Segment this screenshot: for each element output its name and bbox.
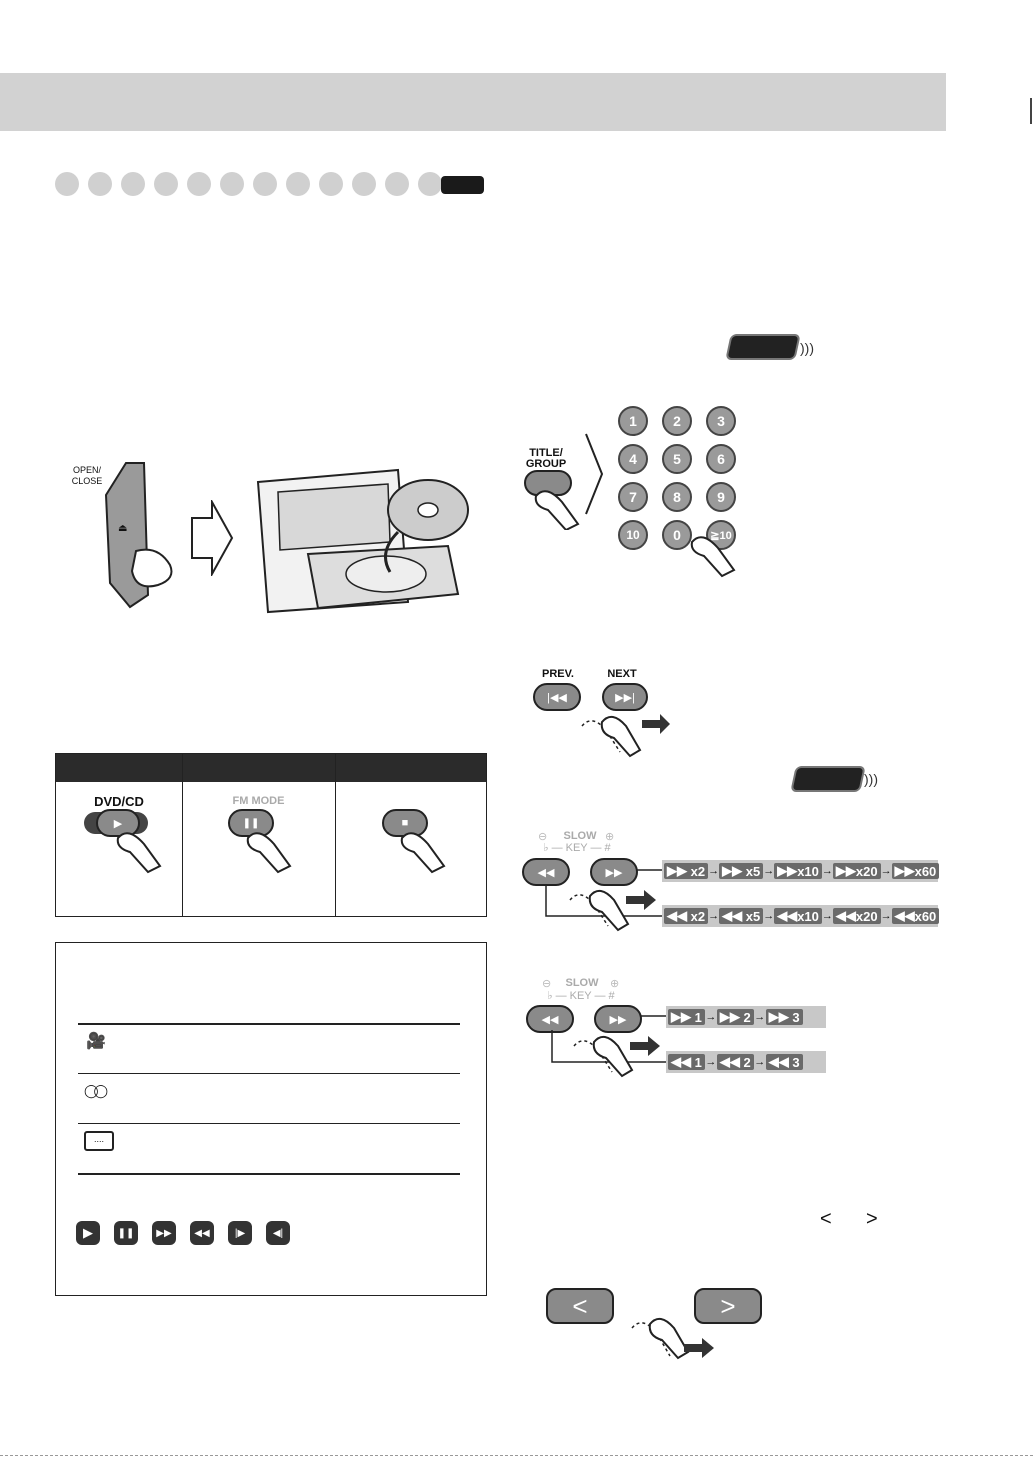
open-close-label: OPEN/ CLOSE bbox=[71, 465, 103, 486]
pause-symbol-icon: ❚❚ bbox=[114, 1221, 138, 1245]
less-than-inline: < bbox=[820, 1208, 832, 1230]
key-1[interactable]: 1 bbox=[618, 406, 648, 436]
stop-icon: ■ bbox=[401, 817, 409, 829]
ff-speed-item: ▶▶ x10 bbox=[774, 863, 822, 879]
finger-press-icon-2 bbox=[686, 528, 738, 578]
prev-label: PREV. bbox=[541, 668, 574, 680]
slow-ff-item: ▶▶ 2 bbox=[717, 1009, 754, 1025]
finger-press-icon bbox=[530, 478, 582, 530]
key-8[interactable]: 8 bbox=[662, 482, 692, 512]
key-7[interactable]: 7 bbox=[618, 482, 648, 512]
finger-press-icon-4 bbox=[242, 824, 298, 876]
rew-speed-item: ◀◀ x60 bbox=[892, 908, 940, 924]
fm-mode-label: FM MODE bbox=[232, 795, 285, 807]
ff-speed-item: ▶▶ x60 bbox=[892, 863, 940, 879]
rew-speed-item: ◀◀ x20 bbox=[833, 908, 881, 924]
page-edge-mark bbox=[1030, 98, 1032, 124]
section-header-band bbox=[0, 73, 946, 131]
rew-speed-item: ◀◀ x5 bbox=[719, 908, 763, 924]
key-10[interactable]: 10 bbox=[618, 520, 648, 550]
key-6[interactable]: 6 bbox=[706, 444, 736, 474]
ff-speed-item: ▶▶ x20 bbox=[833, 863, 881, 879]
finger-slide-icon-3 bbox=[568, 1034, 668, 1082]
prev-button[interactable] bbox=[533, 683, 581, 711]
slow-rew-item: ◀◀ 1 bbox=[668, 1054, 705, 1070]
info-box bbox=[55, 942, 487, 1296]
audio-icon: ◯◯ bbox=[84, 1083, 104, 1098]
key-4[interactable]: 4 bbox=[618, 444, 648, 474]
greater-than-inline: > bbox=[866, 1208, 878, 1230]
plus-icon: ⊕ bbox=[605, 831, 615, 843]
playback-control-table bbox=[55, 753, 487, 917]
prev-icon: |◀◀ bbox=[547, 691, 567, 704]
slow-ff-item: ▶▶ 1 bbox=[668, 1009, 705, 1025]
title-dot-row bbox=[55, 172, 442, 196]
angle-icon: 🎥 bbox=[86, 1033, 106, 1050]
play-icon: ▶ bbox=[113, 817, 123, 830]
remote-only-indicator bbox=[728, 334, 798, 360]
key-10-plus[interactable]: ≧10 bbox=[706, 520, 736, 550]
slow-reverse-sequence: ◀◀ 1 → ◀◀ 2 → ◀◀ 3 bbox=[666, 1051, 826, 1073]
remote-signal-icon-2: ))) bbox=[864, 771, 878, 787]
slow-rew-item: ◀◀ 2 bbox=[717, 1054, 754, 1070]
title-group-label: TITLE/ GROUP bbox=[525, 447, 567, 470]
finger-slide-icon bbox=[576, 712, 672, 762]
next-icon: ▶▶| bbox=[615, 691, 635, 704]
plus-icon-2: ⊕ bbox=[610, 978, 620, 990]
step-arrow-icon bbox=[190, 500, 236, 576]
left-cursor-button[interactable]: < bbox=[546, 1288, 614, 1324]
step-back-symbol-icon: ◀| bbox=[266, 1221, 290, 1245]
rew-symbol-icon: ◀◀ bbox=[190, 1221, 214, 1245]
slow-ff-item: ▶▶ 3 bbox=[766, 1009, 803, 1025]
right-cursor-button[interactable]: > bbox=[694, 1288, 762, 1324]
pause-icon: ❚❚ bbox=[242, 817, 260, 829]
step-arrow-icon-2 bbox=[584, 432, 604, 516]
slow-label-2: SLOW bbox=[565, 977, 599, 989]
fast-forward-icon-2: ▶▶ bbox=[609, 1013, 627, 1026]
step-forward-symbol-icon: |▶ bbox=[228, 1221, 252, 1245]
key-label-2: ♭ — KEY — # bbox=[547, 990, 615, 1002]
key-2[interactable]: 2 bbox=[662, 406, 692, 436]
ff-speed-item: ▶▶ x5 bbox=[719, 863, 763, 879]
playback-symbol-row bbox=[76, 1221, 290, 1245]
remote-only-indicator-2 bbox=[793, 766, 863, 792]
minus-icon: ⊖ bbox=[538, 831, 548, 843]
dvd-cd-label: DVD/CD bbox=[94, 794, 144, 809]
fast-forward-icon: ▶▶ bbox=[605, 866, 623, 879]
fast-reverse-sequence: ◀◀ x2 → ◀◀ x5 → ◀◀ x10 → ◀◀ x20 → ◀◀ x60 bbox=[662, 905, 938, 927]
open-close-button-illustration[interactable] bbox=[96, 455, 186, 615]
disc-tray-illustration bbox=[248, 462, 470, 620]
key-0[interactable]: 0 bbox=[662, 520, 692, 550]
eject-icon: ⏏ bbox=[118, 523, 128, 534]
next-button[interactable] bbox=[602, 683, 648, 711]
subtitle-icon: .... bbox=[84, 1131, 114, 1151]
finger-slide-icon-2 bbox=[564, 888, 664, 936]
remote-signal-icon: ))) bbox=[800, 340, 814, 356]
ff-symbol-icon: ▶▶ bbox=[152, 1221, 176, 1245]
key-3[interactable]: 3 bbox=[706, 406, 736, 436]
title-tag bbox=[441, 176, 484, 194]
key-9[interactable]: 9 bbox=[706, 482, 736, 512]
fast-forward-sequence: ▶▶ x2 → ▶▶ x5 → ▶▶ x10 → ▶▶ x20 → ▶▶ x60 bbox=[662, 860, 938, 882]
rew-speed-item: ◀◀ x10 bbox=[774, 908, 822, 924]
slow-forward-sequence: ▶▶ 1 → ▶▶ 2 → ▶▶ 3 bbox=[666, 1006, 826, 1028]
table-header bbox=[56, 754, 486, 782]
ff-speed-item: ▶▶ x2 bbox=[664, 863, 708, 879]
key-5[interactable]: 5 bbox=[662, 444, 692, 474]
finger-press-icon-3 bbox=[112, 824, 168, 876]
page-bottom-rule bbox=[0, 1455, 1033, 1456]
next-label: NEXT bbox=[607, 668, 637, 680]
key-label: ♭ — KEY — # bbox=[543, 842, 611, 854]
rewind-icon-2: ◀◀ bbox=[541, 1013, 559, 1026]
slow-label: SLOW bbox=[563, 830, 597, 842]
finger-press-icon-5 bbox=[396, 824, 452, 876]
finger-slide-icon-4 bbox=[626, 1314, 722, 1372]
slow-rew-item: ◀◀ 3 bbox=[766, 1054, 803, 1070]
rewind-icon: ◀◀ bbox=[537, 866, 555, 879]
play-symbol-icon: ▶ bbox=[76, 1221, 100, 1245]
rew-speed-item: ◀◀ x2 bbox=[664, 908, 708, 924]
minus-icon-2: ⊖ bbox=[542, 978, 552, 990]
